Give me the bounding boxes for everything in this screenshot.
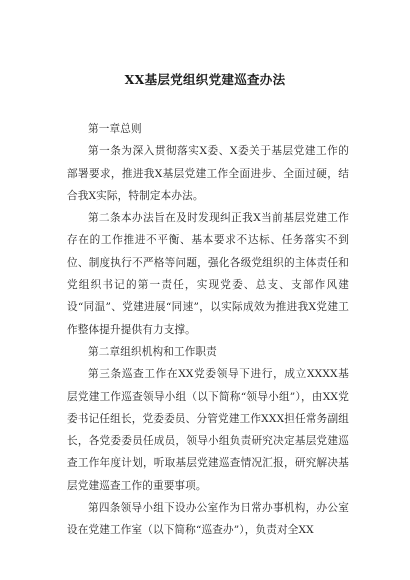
article-4: 第四条领导小组下设办公室作为日常办事机构，办公室设在党建工作室（以下简称“巡查办”），负责对全XX: [67, 502, 349, 537]
article-2: 第二条本办法旨在及时发现纠正我X当前基层党建工作存在的工作推进不平衡、基本要求不达标、任务落实不到位、制度执行不严格等问题，强化各级党组织的主体责任和党组织书记的第一责任，实现党委、总支、支部作风建设“同温”、党建进展“同速”，以实际成效为推进我X党建工作整体提升提供有力支撑。: [67, 212, 349, 336]
document-title: XX基层党组织党建巡查办法: [124, 72, 286, 87]
article-1: 第一条为深入贯彻落实X委、X委关于基层党建工作的部署要求，推进我X基层党建工作全面进步、全面过硬，结合我X实际，特制定本办法。: [67, 145, 349, 202]
chapter-heading-1: 第一章总则: [88, 123, 142, 135]
chapter-heading-2: 第二章组织机构和工作职责: [88, 345, 217, 358]
document-body: [67, 118, 349, 542]
article-3: 第三条巡查工作在XX党委领导下进行，成立XXXX基层党建工作巡查领导小组（以下简称“领导小组”），由XX党委书记任组长，党委委员、分管党建工作XXX担任常务副组长，各党委委员任成员，领导小组负责研究决定基层党建巡查工作年度计划，听取基层党建巡查情况汇报，研究解决基层党建巡查工作的重要事项。: [67, 368, 349, 492]
